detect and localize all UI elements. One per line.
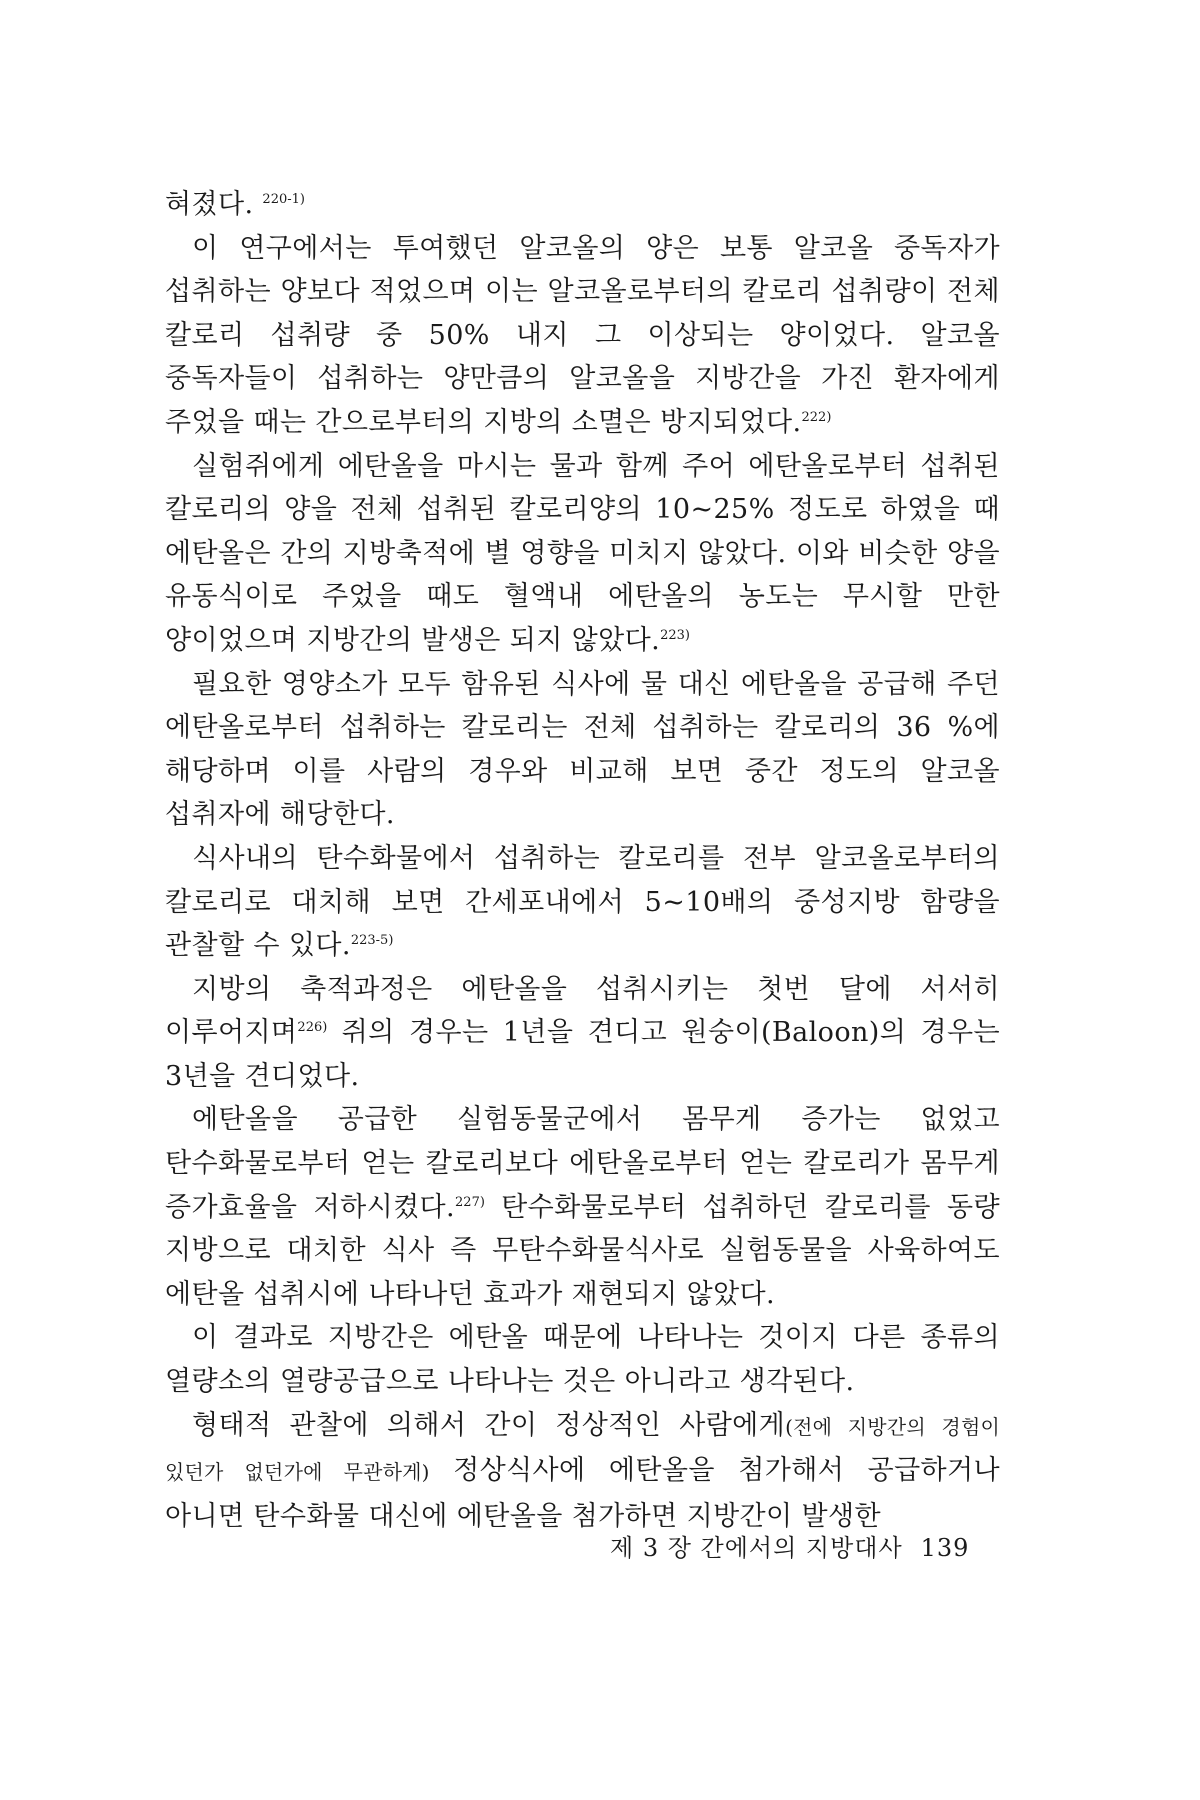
paragraph-text: 식사내의 탄수화물에서 섭취하는 칼로리를 전부 알코올로부터의 칼로리로 대치해 보면 간세포내에서 5~10배의 중성지방 함량을 관찰할 수 있다.: [165, 842, 1000, 962]
paragraph-2: [165, 227, 1000, 445]
paragraph-text: 실험쥐에게 에탄올을 마시는 물과 함께 주어 에탄올로부터 섭취된 칼로리의 양을 전체 섭취된 칼로리양의 10~25% 정도로 하였을 때 에탄올은 간의 지방축적에 별 영향을 미치지 않았다. 이와 비슷한 양을 유동식이로 주었을 때도 혈액내 에탄올의 농도는 무시할 만한 양이었으며 지방간의 발생은 되지 않았다.: [165, 450, 1000, 656]
paragraph-3: [165, 445, 1000, 663]
paragraph-text-after: 탄수화물로부터 섭취하던 칼로리를 동량 지방으로 대치한 식사 즉 무탄수화물식사로 실험동물을 사육하여도 에탄올 섭취시에 나타나던 효과가 재현되지 않았다.: [165, 1191, 1000, 1310]
paragraph-text-before: 에탄올을 공급한 실험동물군에서 몸무게 증가는 없었고 탄수화물로부터 얻는 칼로리보다 에탄올로부터 얻는 칼로리가 몸무게 증가효율을 저하시켰다.: [165, 1104, 1000, 1223]
footnote-ref: 223-5): [350, 933, 394, 949]
footnote-ref: 220-1): [262, 192, 305, 207]
paragraph-text: 이 연구에서는 투여했던 알코올의 양은 보통 알코올 중독자가 섭취하는 양보다 적었으며 이는 알코올로부터의 칼로리 섭취량이 전체 칼로리 섭취량 중 50% 내지 그 이상되는 양이었다. 알코올 중독자들이 섭취하는 양만큼의 알코올을 지방간을 가진 환자에게 주었을 때는 간으로부터의 지방의 소멸은 방지되었다.: [165, 232, 1000, 438]
paragraph-parenthetical: (전에 지방간의 경험이 있던가 없던가에 무관하게): [165, 1414, 1000, 1485]
paragraph-text: 필요한 영양소가 모두 함유된 식사에 물 대신 에탄올을 공급해 주던 에탄올로부터 섭취하는 칼로리는 전체 섭취하는 칼로리의 36 %에 해당하며 이를 사람의 경우와 비교해 보면 중간 정도의 알코올 섭취자에 해당한다.: [165, 668, 1000, 831]
footnote-ref: 222): [801, 409, 832, 425]
body-text: [165, 183, 1000, 1538]
paragraph-7: [165, 1098, 1000, 1316]
paragraph-5: [165, 837, 1000, 968]
paragraph-text: 이 결과로 지방간은 에탄올 때문에 나타나는 것이지 다른 종류의 열량소의 열량공급으로 나타나는 것은 아니라고 생각된다.: [165, 1322, 1000, 1398]
paragraph-4: [165, 663, 1000, 837]
chapter-title: 제 3 장 간에서의 지방대사: [610, 1534, 903, 1562]
page-number: 139: [920, 1534, 970, 1562]
paragraph-text-before: 지방의 축적과정은 에탄올을 섭취시키는 첫번 달에 서서히 이루어지며: [165, 973, 1000, 1049]
paragraph-9: [165, 1404, 1000, 1539]
paragraph-text-after: 정상식사에 에탄올을 첨가해서 공급하거나 아니면 탄수화물 대신에 에탄올을 첨가하면 지방간이 발생한: [165, 1455, 1000, 1532]
paragraph-text-before: 형태적 관찰에 의해서 간이 정상적인 사람에게: [192, 1409, 786, 1441]
footnote-ref: 223): [660, 627, 690, 643]
paragraph-8: [165, 1316, 1000, 1403]
footnote-ref: 227): [455, 1194, 485, 1210]
paragraph-text: 혀졌다.: [165, 189, 254, 220]
footnote-ref: 226): [297, 1020, 328, 1036]
page-footer: [610, 1528, 1000, 1563]
paragraph-1: [165, 183, 1000, 227]
paragraph-6: [165, 968, 1000, 1099]
paragraph-text-after: 쥐의 경우는 1년을 견디고 원숭이(Baloon)의 경우는 3년을 견디었다.: [165, 1017, 1000, 1092]
